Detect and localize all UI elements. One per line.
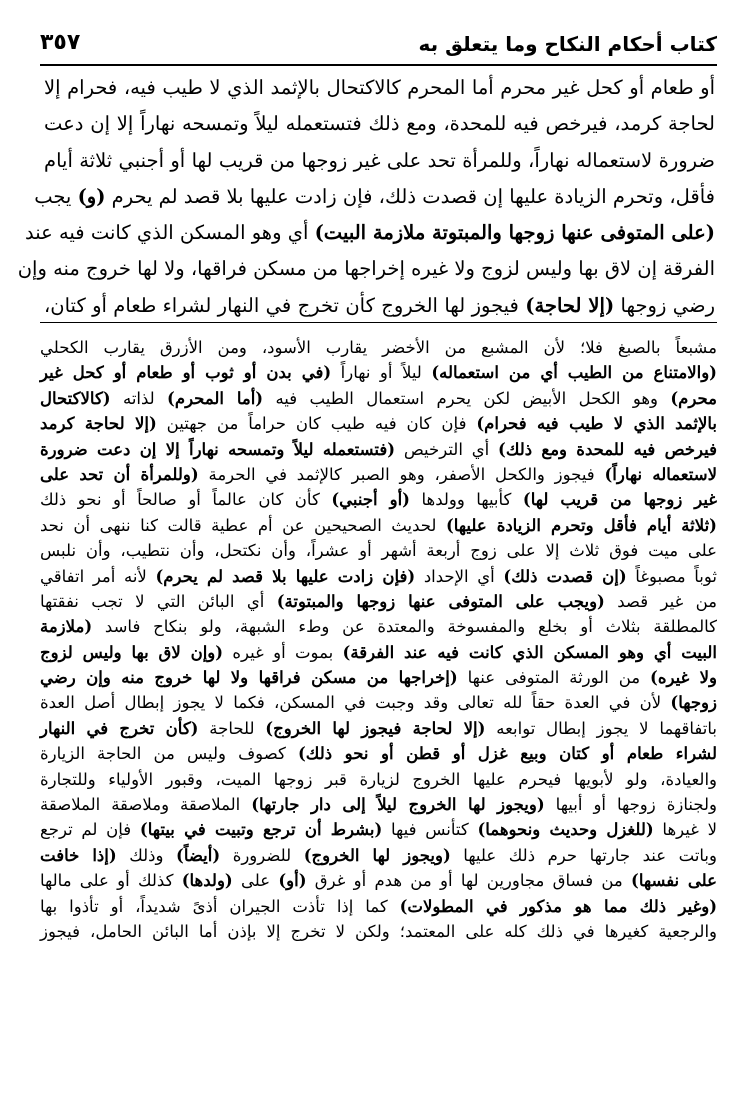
text-segment: ضرورة لاستعماله نهاراً، وللمرأة تحد على غير زوجها من قريب لها أو أجنبي ثلاثة أيام [44,148,715,172]
bold-matn-quote: (في بدن أو ثوب أو طعام أو كحل غير [40,363,332,383]
bold-matn-quote: (على المتوفى عنها زوجها والمبتوتة ملازمة البيت) [314,221,715,245]
bold-matn-quote: محرم) [670,388,717,408]
main-text [17,70,715,324]
text-segment: الملاصقة وملاصقة الملاصقة [40,795,252,815]
bold-matn-quote: (ويجوز لها الخروج) [303,845,451,865]
text-segment: لذاته [110,388,168,408]
text-segment: مشبعاً بالصبغ فلا؛ لأن المشبع من الأخضر يقارب الأسود، ومن الأزرق يقارب الكحلي [40,338,717,357]
commentary-line [40,386,717,411]
bold-matn-quote: (إن قصدت ذلك) [503,566,627,586]
bold-matn-quote: (ويجب على المتوفى عنها زوجها والمبتوتة) [276,591,605,611]
text-segment: أي الإحداد [415,566,504,586]
commentary-line [40,843,717,868]
page-header [40,28,717,62]
commentary-line [40,640,717,665]
bold-matn-quote: على نفسها) [631,871,717,891]
text-segment: لأن في العدة حقاً لله تعالى وقد وجبت في المسكن، فكما لا يجوز إبطال أصل العدة [40,693,671,713]
text-segment: فأقل، وتحرم الزيادة عليها إن قصدت ذلك، فإن زادت عليها بلا قصد لم يحرم [105,184,715,208]
commentary-line [40,589,717,614]
commentary-line [40,741,717,766]
bold-matn-quote: البيت أي وهو المسكن الذي كانت فيه عند الفرقة) [342,642,717,662]
text-segment: كأبيها وولدها [409,490,523,510]
text-segment: كما إذا تأذت الجيران أذىً شديداً، أو تأذوا بها [40,896,400,916]
bold-matn-quote: (ثلاثة أيام فأقل وتحرم الزيادة عليها) [445,515,717,535]
page-number: ٣٥٧ [40,30,81,55]
commentary-line [40,335,717,360]
commentary-line [40,919,717,944]
text-segment: للحاجة [198,718,266,738]
bold-matn-quote: غير زوجها من قريب لها) [522,490,717,510]
text-segment: على ميت فوق ثلاث إلا على زوج أربعة أشهر أو عشراً، وأن نكتحل، وأن نتطيب، وأن نلبس [40,541,717,561]
bold-matn-quote: (وغير ذلك مما هو مذكور في المطولات) [399,896,718,916]
text-segment: كتأنس فيها [382,820,478,840]
commentary-line [40,487,717,512]
text-segment: لحاجة كرمد، فيرخص فيه للمحدة، ومع ذلك فتستعمله ليلاً وتمسحه نهاراً إلا إن دعت [44,112,715,136]
text-segment: يجب [34,184,78,208]
bold-matn-quote: (ملازمة [40,617,93,637]
commentary-line [40,614,717,639]
commentary-line [40,513,717,538]
text-segment: للضرورة [220,845,304,865]
text-segment: وهو الكحل الأبيض لكن يحرم استعمال الطيب فيه [263,388,671,408]
bold-matn-quote: (أما المحرم) [167,388,264,408]
bold-matn-quote: (فإن زادت عليها بلا قصد لم يحرم) [155,566,416,586]
text-segment: بموت أو غيره [223,642,343,662]
commentary-line [40,538,717,563]
bold-matn-quote: فيرخص فيه للمحدة ومع ذلك) [498,439,717,459]
bold-matn-quote: (ولدها) [181,871,233,891]
bold-matn-quote: لشراء طعام أو كتان وبيع غزل أو قطن أو نحو ذلك) [297,744,717,764]
bold-matn-quote: (أيضاً) [176,845,221,865]
text-segment: كذلك أو على مالها [40,871,182,891]
main-text-line [44,143,715,179]
commentary-line [40,462,717,487]
text-segment: كأن كان عالماً أو صالحاً أو نحو ذلك [40,490,332,510]
bold-matn-quote: (إلا لحاجة كرمد [40,414,157,434]
bold-matn-quote: (إذا خافت [40,845,117,865]
text-segment: أي الترخيص [395,439,499,459]
text-segment: فيجوز والكحل الأصفر، وهو الصبر كالإثمد في الحرمة [198,464,605,484]
text-segment: لأنه أمر اتفاقي [40,566,156,586]
bold-matn-quote: زوجها) [670,693,717,713]
text-segment: أي البائن التي لا تجب نفقتها [40,591,277,611]
bold-matn-quote: (إلا لحاجة) [525,293,615,317]
commentary-line [40,767,717,792]
bold-matn-quote: (للغزل وحديث ونحوهما) [477,820,654,840]
commentary-line [40,817,717,842]
bold-matn-quote: (أو أجنبي) [331,490,410,510]
text-segment: وذلك [116,845,177,865]
text-segment: من الورثة المتوفى عنها [457,668,651,688]
main-text-line [17,251,715,287]
text-segment: والعيادة، ولو لأبويها فيحرم عليها الخروج لزيارة قبر زوجها الميت، وقبور الأولياء وللتجارة [40,769,717,789]
main-text-line [44,288,715,324]
text-segment: رضي زوجها [614,293,715,317]
main-text-line [44,106,715,142]
commentary-line [40,792,717,817]
text-segment: وباتت عند جارتها حرم ذلك عليها [450,845,717,865]
text-segment: الفرقة إن لاق بها وليس لزوج ولا غيره إخراجها من مسكن فراقها، ولا لها خروج منه وإن [17,257,715,281]
text-segment: من فساق مجاورين لها أو من هدم أو غرق [306,871,632,891]
commentary-line [40,665,717,690]
bold-matn-quote: (و) [77,184,106,208]
commentary-text [40,335,717,944]
commentary-line [40,868,717,893]
text-segment: لا غيرها [653,820,718,840]
bold-matn-quote: (إخراجها من مسكن فراقها ولا لها خروج منه وإن رضي [40,668,458,688]
commentary-line [40,360,717,385]
bold-matn-quote: ولا غيره) [650,668,717,688]
bold-matn-quote: (والامتناع من الطيب أي من استعماله) [431,363,717,383]
text-segment: من غير قصد [604,591,718,611]
commentary-line [40,894,717,919]
text-segment: ولجنازة زوجها أو أبيها [544,795,718,815]
footnote-divider [40,322,717,323]
text-segment: فإن لم ترجع [40,820,140,840]
text-segment: أو طعام أو كحل غير محرم أما المحرم كالاكتحال بالإثمد الذي لا طيب فيه، فحرام إلا [44,76,715,99]
commentary-line [40,690,717,715]
text-segment: فإن كان فيه طيب كان حراماً من جهتين [156,414,477,434]
text-segment: فيجوز لها الخروج كأن تخرج في النهار لشراء طعام أو كتان، [44,293,526,317]
text-segment: على [232,871,279,891]
text-segment: باتفاقهما لا يجوز إبطال توابعه [485,718,717,738]
bold-matn-quote: (أو) [278,871,307,891]
commentary-line [40,564,717,589]
commentary-line [40,411,717,436]
bold-matn-quote: (بشرط أن ترجع وتبيت في بيتها) [139,820,383,840]
text-segment: والرجعية كغيرها في ذلك كله على المعتمد؛ ولكن لا تخرج إلا بإذن أما البائن الحامل، فيجوز [40,921,717,941]
bold-matn-quote: (وإن لاق بها وليس لزوج [40,642,224,662]
running-title: كتاب أحكام النكاح وما يتعلق به [418,32,717,56]
main-text-line [34,179,715,215]
bold-matn-quote: بالإثمد الذي لا طيب فيه فحرام) [476,414,717,434]
text-segment: ليلاً أو نهاراً [331,363,432,383]
commentary-line [40,437,717,462]
bold-matn-quote: (وللمرأة أن تحد على [40,464,199,484]
header-rule [40,64,717,66]
text-segment: كصوف وليس من الحاجة الزيارة [40,744,298,764]
main-text-line [44,70,715,106]
bold-matn-quote: (إلا لحاجة فيجوز لها الخروج) [265,718,486,738]
main-text-line [25,215,715,251]
bold-matn-quote: (كالاكتحال [40,388,111,408]
bold-matn-quote: (فتستعمله ليلاً وتمسحه نهاراً إلا إن دعت ضرورة [40,439,396,459]
bold-matn-quote: (ويجوز لها الخروج ليلاً إلى دار جارتها) [251,795,545,815]
bold-matn-quote: لاستعماله نهاراً) [604,464,717,484]
text-segment: لحديث الصحيحين عن أم عطية قالت كنا ننهى أن نحد [40,515,446,535]
bold-matn-quote: (كأن تخرج في النهار [40,718,199,738]
text-segment: كالمطلقة بثلاث أو بخلع والمفسوخة والمعتدة عن وطء الشبهة، ولو بنكاح فاسد [92,617,717,637]
commentary-line [40,716,717,741]
text-segment: أي وهو المسكن الذي كانت فيه عند [25,221,315,245]
text-segment: ثوباً مصبوغاً [626,566,717,586]
